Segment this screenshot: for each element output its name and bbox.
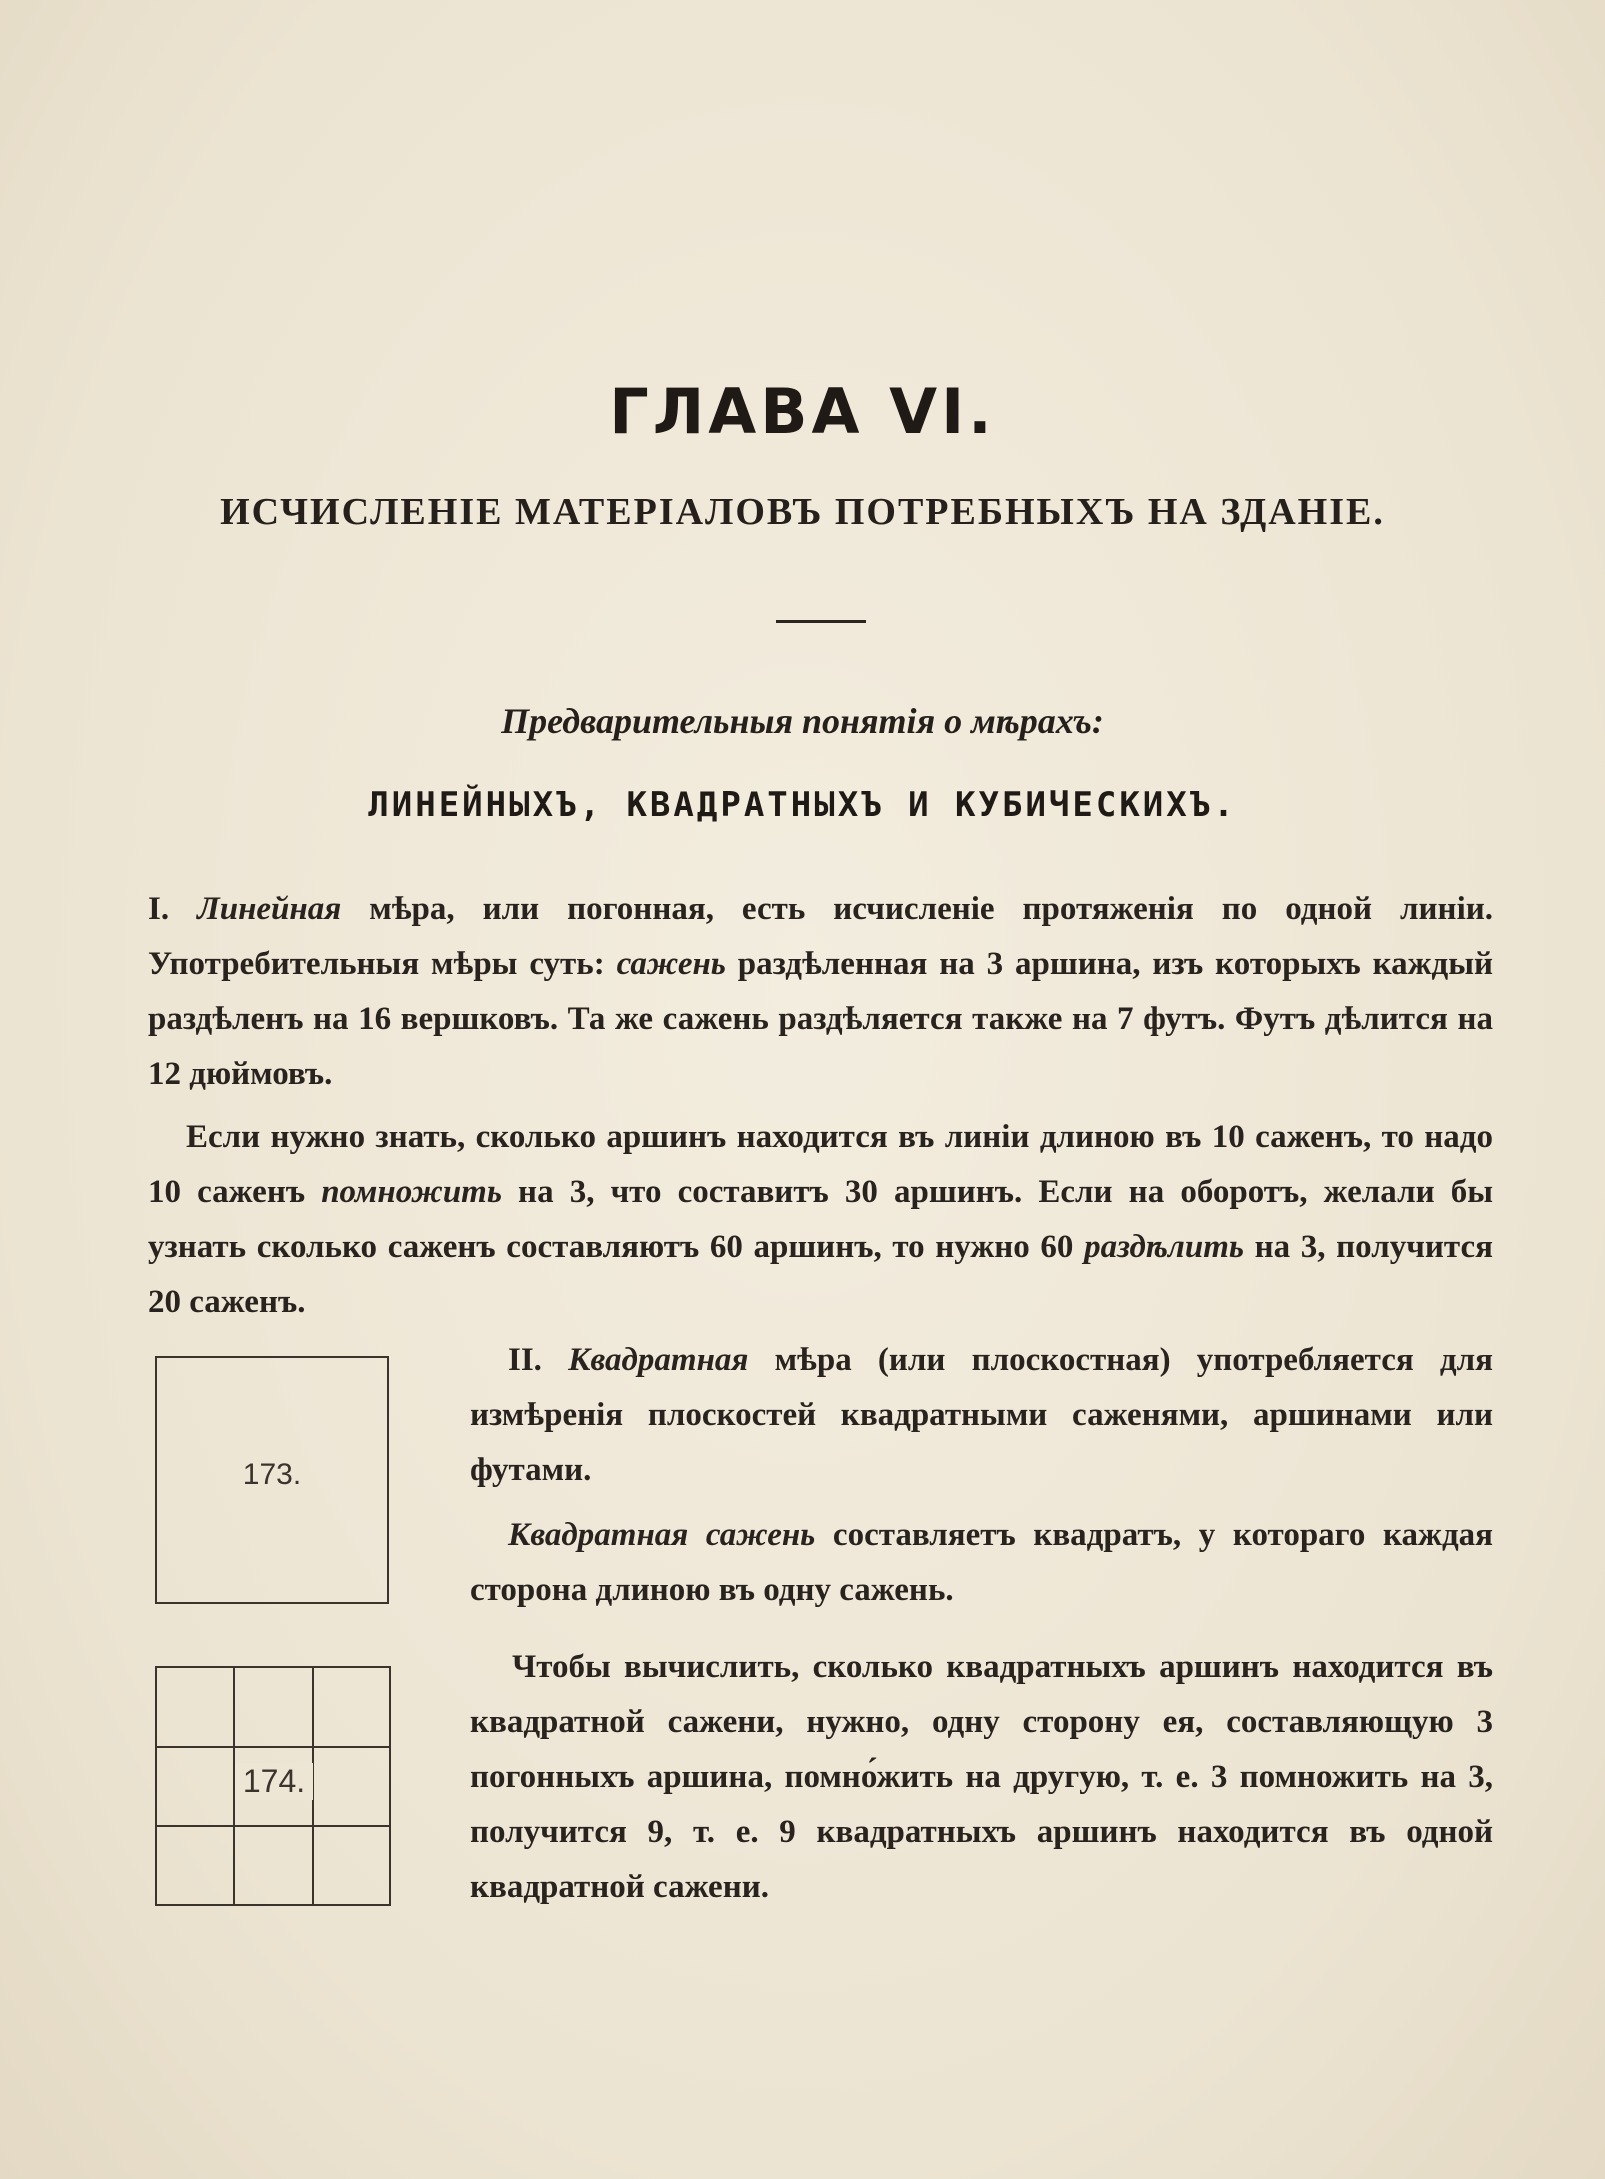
paragraph-text: составляетъ квадратъ, у котораго каждая сторона длиною въ одну сажень.: [470, 1517, 1493, 1608]
paragraph-number: I.: [148, 891, 170, 927]
paragraph-text: на 3, что составитъ 30 аршинъ. Если на оборотъ, желали бы узнать сколько саженъ составляютъ 60 аршинъ, то нужно 60: [148, 1174, 1493, 1265]
paragraph-square-sazhen: [470, 1508, 1493, 1618]
figure-174-grid: [155, 1666, 391, 1906]
term-sazhen: сажень: [616, 946, 726, 982]
paragraph-text: на 3, получится 20 саженъ.: [148, 1229, 1493, 1320]
paragraph-text: Если нужно знать, сколько аршинъ находится въ линіи длиною въ 10 саженъ, то надо 10 саженъ: [148, 1119, 1493, 1210]
grid-line: [157, 1825, 389, 1827]
term-multiply: помножить: [321, 1174, 502, 1210]
paragraph-calculation: [470, 1640, 1493, 1915]
figure-label: 174.: [235, 1763, 313, 1800]
paragraph-conversion: [148, 1110, 1493, 1330]
figure-label: 173.: [242, 1458, 302, 1491]
ornamental-rule: [776, 620, 866, 623]
paragraph-linear-measure: [148, 882, 1493, 1102]
term-divide: раздѣлить: [1084, 1229, 1244, 1265]
grid-line: [157, 1746, 389, 1748]
paragraph-square-measure: [470, 1333, 1493, 1498]
chapter-title: ГЛАВА VI.: [609, 375, 996, 448]
paragraph-text: раздѣленная на 3 аршина, изъ которыхъ каждый раздѣленъ на 16 вершковъ. Та же сажень раздѣляется также на 7 футъ. Футъ дѣлится на 12 дюймовъ.: [148, 946, 1493, 1092]
term-square-sazhen: Квадратная сажень: [508, 1517, 816, 1553]
term-linear: Линейная: [197, 891, 342, 927]
figure-173-square: [155, 1356, 389, 1604]
paragraph-text: Чтобы вычислить, сколько квадратныхъ аршинъ находится въ квадратной сажени, нужно, одну сторону ея, составляющую 3 погонныхъ аршина, помно́жить на другую, т. е. 3 помножить на 3, получится 9, т. е. 9 квадратныхъ аршинъ находится въ одной квадратной сажени.: [470, 1649, 1493, 1905]
paragraph-text: мѣра (или плоскостная) употребляется для измѣренія плоскостей квадратными саженями, аршинами или футами.: [470, 1342, 1493, 1488]
section-intro: Предварительныя понятія о мѣрахъ:: [501, 701, 1104, 741]
paragraph-text: мѣра, или погонная, есть исчисленіе протяженія по одной линіи. Употребительныя мѣры суть:: [148, 891, 1493, 982]
section-heading: ЛИНЕЙНЫХЪ, КВАДРАТНЫХЪ И КУБИЧЕСКИХЪ.: [368, 785, 1237, 825]
paragraph-number: II.: [508, 1342, 542, 1378]
term-square: Квадратная: [568, 1342, 749, 1378]
chapter-subtitle: ИСЧИСЛЕНІЕ МАТЕРІАЛОВЪ ПОТРЕБНЫХЪ НА ЗДАНІЕ.: [220, 491, 1385, 533]
